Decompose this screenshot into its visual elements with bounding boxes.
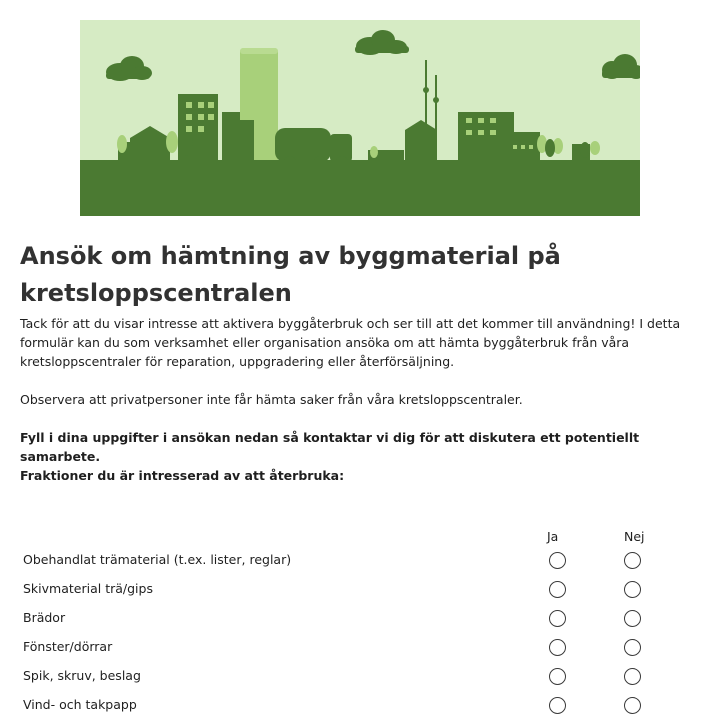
radio-nej[interactable] (624, 581, 641, 598)
notice-text: Observera att privatpersoner inte får hämta saker från våra kretsloppscentraler. (20, 392, 523, 407)
matrix-row (0, 695, 719, 719)
column-header-ja: Ja (547, 529, 559, 544)
row-label: Obehandlat trämaterial (t.ex. lister, reglar) (23, 552, 292, 567)
row-label: Skivmaterial trä/gips (23, 581, 153, 596)
radio-nej[interactable] (624, 610, 641, 627)
row-label: Spik, skruv, beslag (23, 668, 141, 683)
matrix-row (0, 666, 719, 695)
matrix-row (0, 579, 719, 608)
radio-ja[interactable] (549, 552, 566, 569)
intro-text: Tack för att du visar intresse att aktivera byggåterbruk och ser till att det kommer till användning! I detta formulär kan du som verksamhet eller organisation ansöka om att hämta byggåterbruk från våra kretsloppscentraler för reparation, uppgradering eller återförsäljning. (20, 316, 681, 369)
question-label: Fraktioner du är intresserad av att återbruka: (20, 468, 345, 483)
page-title: Ansök om hämtning av byggmaterial på kretsloppscentralen (20, 242, 561, 307)
instruction-text: Fyll i dina uppgifter i ansökan nedan så kontaktar vi dig för att diskutera ett potentiellt samarbete. (20, 430, 640, 464)
city-skyline-illustration (80, 20, 640, 216)
header-banner (80, 20, 640, 216)
radio-ja[interactable] (549, 610, 566, 627)
column-header-nej: Nej (624, 529, 645, 544)
radio-ja[interactable] (549, 668, 566, 685)
row-label: Brädor (23, 610, 66, 625)
radio-nej[interactable] (624, 552, 641, 569)
row-label: Vind- och takpapp (23, 697, 137, 712)
radio-nej[interactable] (624, 639, 641, 656)
row-label: Fönster/dörrar (23, 639, 113, 654)
radio-ja[interactable] (549, 581, 566, 598)
radio-nej[interactable] (624, 697, 641, 714)
matrix-row (0, 608, 719, 637)
radio-ja[interactable] (549, 697, 566, 714)
matrix-row (0, 550, 719, 579)
radio-ja[interactable] (549, 639, 566, 656)
matrix-row (0, 637, 719, 666)
radio-nej[interactable] (624, 668, 641, 685)
